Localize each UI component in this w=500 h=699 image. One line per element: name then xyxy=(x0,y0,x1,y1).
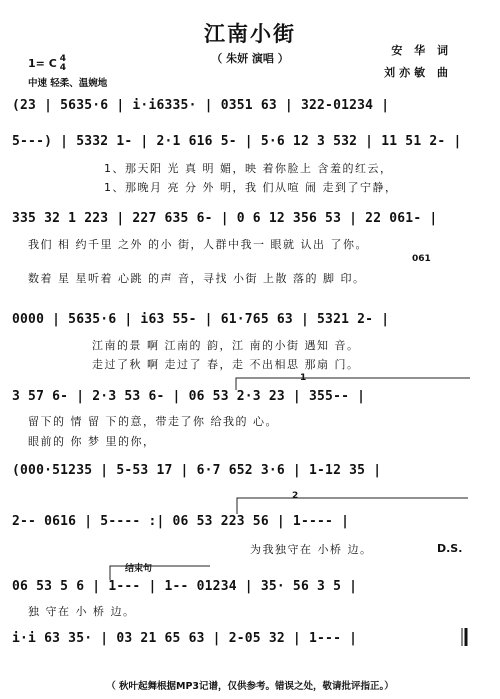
score-line-3: 335 32 1 223 | 227 635 6- | 0 6 12 356 53 | 22 061- | xyxy=(12,211,438,226)
time-signature xyxy=(60,55,66,73)
composer-credit: 刘亦敏 曲 xyxy=(384,66,452,79)
ds-marking: D.S. xyxy=(437,542,463,555)
footer-note: （ 秋叶起舞根据MP3记谱，仅供参考。错误之处，敬请批评指正。） xyxy=(106,681,394,692)
volta-2-number: 2 xyxy=(292,491,299,501)
score-line-2: 5---) | 5332 1- | 2·1 616 5- | 5·6 12 3 532 | 11 51 2- | xyxy=(12,134,462,149)
lyric-verse1-d: 留下的 情 留 下的意，带走了你 给我的 心。 xyxy=(28,415,278,428)
volta-1-number: 1 xyxy=(300,373,307,383)
score-line-9: i·i 63 35· | 03 21 65 63 | 2-05 32 | 1--- | xyxy=(12,631,358,646)
lyricist-credit: 安 华 词 xyxy=(391,44,452,57)
time-bottom: 4 xyxy=(59,63,67,73)
score-line-6: (000·51235 | 5-53 17 | 6·7 652 3·6 | 1-12 35 | xyxy=(12,463,382,478)
lyric-verse2-b: 数着 星 星听着 心跳 的声 音，寻找 小街 上散 落的 脚 印。 xyxy=(28,272,366,285)
score-line-4: 0000 | 5635·6 | i63 55- | 61·765 63 | 5321 2- | xyxy=(12,312,390,327)
song-title: 江南小街 xyxy=(204,22,296,46)
score-line-7: 2-- 0616 | 5---- :| 06 53 223 56 | 1---- | xyxy=(12,514,350,529)
lyric-verse1-c: 江南的景 啊 江南的 韵，江 南的小街 遇知 音。 xyxy=(92,339,360,352)
lyric-verse2-c: 走过了秋 啊 走过了 春，走 不出相思 那扇 门。 xyxy=(92,358,360,371)
lyric-verse2-a: 1、那晚月 亮 分 外 明，我 们从喧 闹 走到了宁静， xyxy=(104,181,398,194)
time-top: 4 xyxy=(59,54,67,64)
score-line-5: 3 57 6- | 2·3 53 6- | 06 53 2·3 23 | 355-- | xyxy=(12,389,366,404)
key-signature xyxy=(28,55,66,73)
lyric-verse1-b: 我们 相 约千里 之外 的小 街，人群中我一 眼就 认出 了你。 xyxy=(28,238,368,251)
key-text: 1= C xyxy=(28,57,57,70)
lyric-verse2-d: 眼前的 你 梦 里的你， xyxy=(28,435,156,448)
lyric-verse1-e: 为我独守在 小桥 边。 xyxy=(250,543,373,556)
volta-2-bracket xyxy=(237,498,468,514)
performer-subtitle: （ 朱妍 演唱 ） xyxy=(211,52,289,65)
score-line-8: 06 53 5 6 | 1--- | 1-- 01234 | 35· 56 3 5 | xyxy=(12,579,358,594)
coda-label: 结束句 xyxy=(125,564,153,574)
score-line-1: (23 | 5635·6 | i·i6335· | 0351 63 | 322-01234 | xyxy=(12,98,390,113)
lyric-verse1-a: 1、那天阳 光 真 明 媚，映 着你脸上 含羞的红云， xyxy=(104,162,393,175)
tempo-marking: 中速 轻柔、温婉地 xyxy=(28,78,108,89)
lyric-verse1-f: 独 守在 小 桥 边。 xyxy=(28,605,136,618)
annotation-061: 061 xyxy=(412,254,431,264)
